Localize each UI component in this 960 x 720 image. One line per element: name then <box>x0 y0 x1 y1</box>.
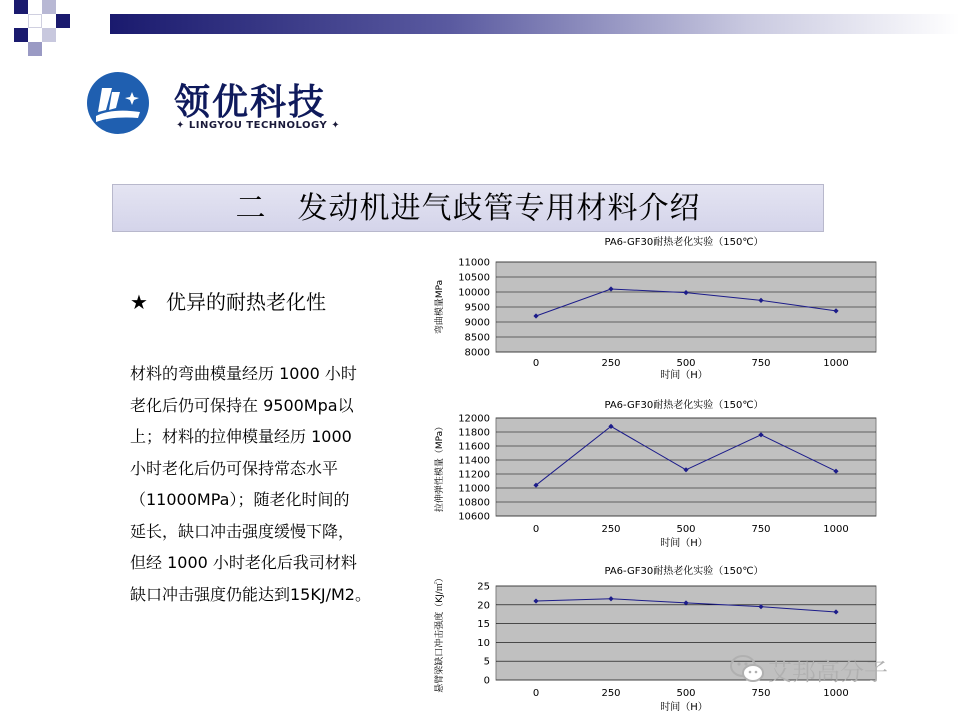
x-tick-label: 500 <box>676 524 696 535</box>
description-paragraph <box>130 358 420 610</box>
tensile-modulus-chart <box>424 396 884 556</box>
logo-name-cn: 领优科技 <box>174 82 327 123</box>
y-tick-label: 10500 <box>458 272 490 284</box>
paragraph-line: 材料的弯曲模量经历 1000 小时 <box>130 364 357 383</box>
y-tick-label: 11200 <box>458 469 490 481</box>
logo-name-en: ✦ LINGYOU TECHNOLOGY ✦ <box>176 120 341 131</box>
chart-title: PA6-GF30耐热老化实验（150℃） <box>604 237 764 248</box>
x-tick-label: 250 <box>601 688 621 699</box>
y-tick-label: 11000 <box>458 257 490 269</box>
x-tick-label: 0 <box>532 688 540 699</box>
chart-svg <box>424 562 884 718</box>
y-tick-label: 9000 <box>464 317 490 329</box>
chart-svg <box>424 234 884 384</box>
chart-title: PA6-GF30耐热老化实验（150℃） <box>604 400 764 411</box>
x-tick-label: 500 <box>676 688 696 699</box>
y-tick-label: 15 <box>477 619 490 631</box>
company-logo <box>82 70 352 140</box>
y-tick-label: 10600 <box>458 511 490 523</box>
slide-title-box <box>112 184 824 232</box>
x-tick-label: 0 <box>532 524 540 535</box>
plot-area <box>496 418 876 516</box>
y-tick-label: 11000 <box>458 483 490 495</box>
x-tick-label: 1000 <box>823 358 849 369</box>
y-tick-label: 20 <box>477 600 490 612</box>
deco-square <box>42 0 56 14</box>
x-tick-label: 0 <box>532 358 540 369</box>
star-icon: ★ <box>130 290 148 314</box>
chart-svg <box>424 396 884 556</box>
y-tick-label: 8000 <box>464 347 490 359</box>
paragraph-line: 上；材料的拉伸模量经历 1000 <box>130 427 352 446</box>
y-tick-label: 25 <box>477 581 490 593</box>
deco-square <box>28 14 42 28</box>
y-tick-label: 11600 <box>458 441 490 453</box>
y-tick-label: 11400 <box>458 455 490 467</box>
y-axis-title: 悬臂梁缺口冲击强度（KJ/㎡） <box>435 573 445 693</box>
section-heading <box>130 286 326 315</box>
y-tick-label: 8500 <box>464 332 490 344</box>
paragraph-line: 小时老化后仍可保持常态水平 <box>130 458 339 478</box>
logo-mark-icon <box>82 70 154 136</box>
paragraph-line: 但经 1000 小时老化后我司材料 <box>130 553 357 572</box>
watermark-text: 艾邦高分子 <box>768 658 888 686</box>
deco-square <box>14 28 28 42</box>
slide-title: 二 发动机进气歧管专用材料介绍 <box>235 191 701 226</box>
paragraph-line: （11000MPa）；随老化时间的 <box>130 490 350 509</box>
header-gradient-band <box>110 14 960 34</box>
paragraph-line: 延长，缺口冲击强度缓慢下降， <box>130 521 355 541</box>
y-tick-label: 5 <box>483 656 490 668</box>
y-tick-label: 11800 <box>458 427 490 439</box>
wechat-icon <box>730 654 764 684</box>
x-tick-label: 500 <box>676 358 696 369</box>
x-axis-title: 时间（H） <box>660 538 708 549</box>
x-tick-label: 1000 <box>823 688 849 699</box>
paragraph-line: 缺口冲击强度仍能达到15KJ/M2。 <box>130 584 371 604</box>
x-tick-label: 1000 <box>823 524 849 535</box>
y-tick-label: 0 <box>483 675 490 687</box>
chart-title: PA6-GF30耐热老化实验（150℃） <box>604 566 764 577</box>
x-tick-label: 750 <box>751 688 771 699</box>
deco-square <box>42 28 56 42</box>
section-heading-text: 优异的耐热老化性 <box>166 290 326 314</box>
y-tick-label: 10800 <box>458 497 490 509</box>
paragraph-line: 老化后仍可保持在 9500Mpa以 <box>130 395 354 415</box>
x-axis-title: 时间（H） <box>660 702 708 713</box>
x-tick-label: 750 <box>751 358 771 369</box>
y-axis-title: 弯曲模量MPa <box>435 279 445 335</box>
watermark <box>730 648 940 688</box>
y-axis-title: 拉伸弹性模量（MPa） <box>435 421 445 513</box>
x-tick-label: 250 <box>601 524 621 535</box>
x-tick-label: 750 <box>751 524 771 535</box>
y-tick-label: 10000 <box>458 287 490 299</box>
impact-strength-chart <box>424 562 884 718</box>
x-axis-title: 时间（H） <box>660 370 708 381</box>
y-tick-label: 12000 <box>458 413 490 425</box>
flexural-modulus-chart <box>424 234 884 384</box>
deco-square <box>56 14 70 28</box>
header-decoration <box>0 0 960 60</box>
deco-square <box>28 42 42 56</box>
y-tick-label: 10 <box>477 637 490 649</box>
deco-square <box>14 0 28 14</box>
x-tick-label: 250 <box>601 358 621 369</box>
y-tick-label: 9500 <box>464 302 490 314</box>
